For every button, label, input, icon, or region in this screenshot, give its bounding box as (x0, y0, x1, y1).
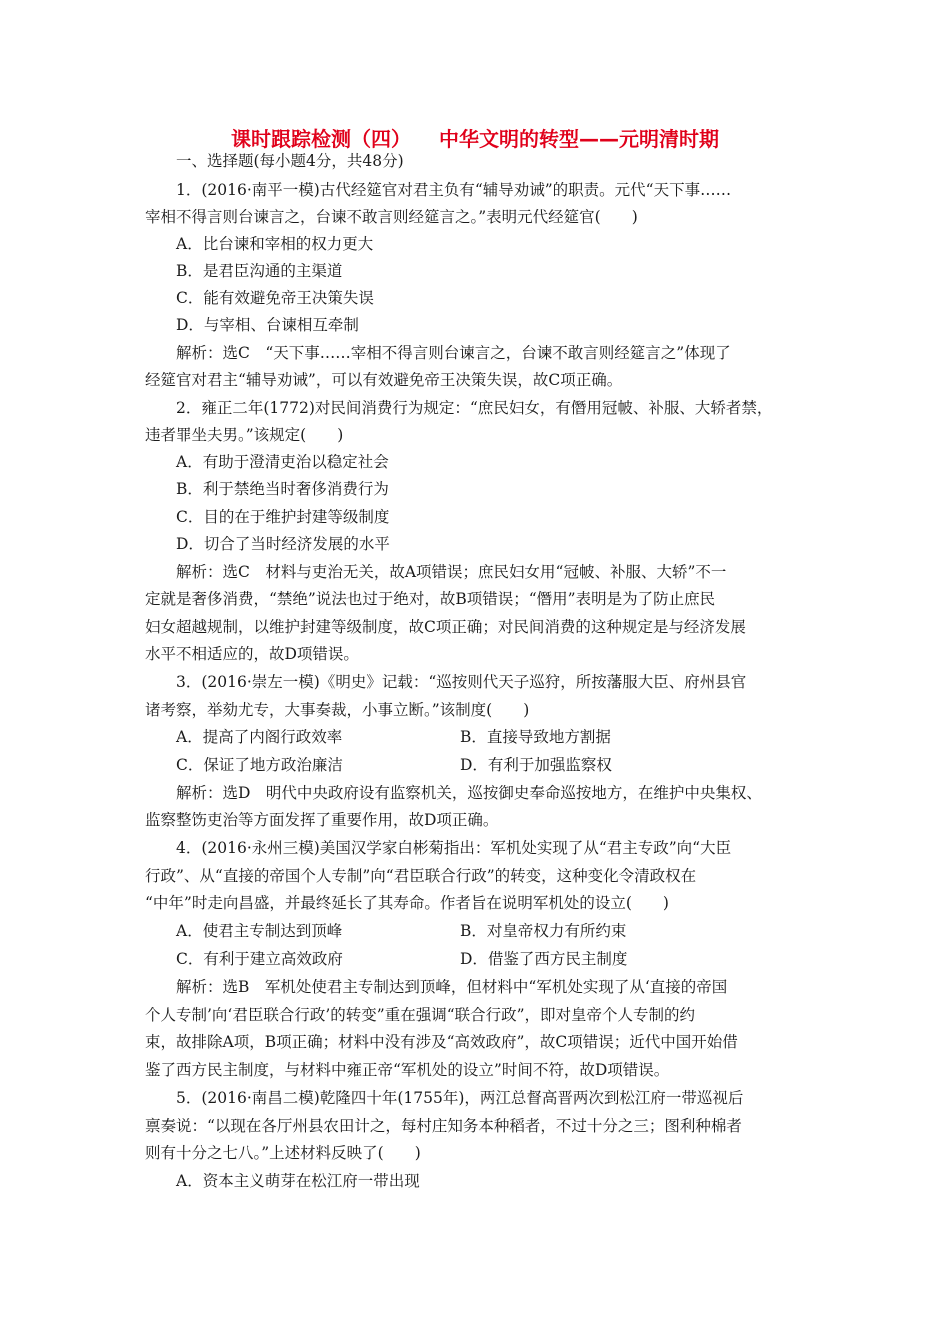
title-left: 课时跟踪检测（四） (231, 127, 411, 151)
text-line: 定就是奢侈消费，“禁绝”说法也过于绝对，故B项错误；“僭用”表明是为了防止庶民 (145, 590, 716, 608)
text-line: C．有利于建立高效政府 (176, 950, 343, 968)
text-line: “中年”时走向昌盛，并最终延长了其寿命。作者旨在说明军机处的设立( ) (145, 894, 669, 912)
text-line: 2．雍正二年(1772)对民间消费行为规定：“庶民妇女，有僭用冠帔、补服、大轿者禁， (176, 399, 773, 417)
text-line: A．有助于澄清吏治以稳定社会 (176, 453, 389, 471)
text-line: C．目的在于维护封建等级制度 (176, 508, 390, 526)
text-line: C．能有效避免帝王决策失误 (176, 289, 374, 307)
text-line: A．比台谏和宰相的权力更大 (176, 235, 374, 253)
text-line: D．与宰相、台谏相互牵制 (176, 316, 359, 334)
text-line: 妇女超越规制，以维护封建等级制度，故C项正确；对民间消费的这种规定是与经济发展 (145, 618, 746, 636)
option-right: D．借鉴了西方民主制度 (460, 950, 628, 968)
text-line: 经筵官对君主“辅导劝诫”，可以有效避免帝王决策失误，故C项正确。 (145, 371, 623, 389)
text-line: 宰相不得言则台谏言之，台谏不敢言则经筵言之。”表明元代经筵官( ) (145, 208, 638, 226)
text-line: 违者罪坐夫男。”该规定( ) (145, 426, 344, 444)
text-line: 禀奏说：“以现在各厅州县农田计之，每村庄知务本种稻者，不过十分之三；图利种棉者 (145, 1117, 742, 1135)
text-line: A．提高了内阁行政效率 (176, 728, 343, 746)
page-title (0, 123, 950, 152)
text-line: 4．(2016·永州三模)美国汉学家白彬菊指出：军机处实现了从“君主专政”向“大臣 (176, 839, 732, 857)
title-right: 中华文明的转型——元明清时期 (439, 127, 719, 151)
text-line: 一、选择题(每小题4分，共48分) (176, 152, 404, 170)
text-line: B．利于禁绝当时奢侈消费行为 (176, 480, 389, 498)
text-line: 解析：选B 军机处使君主专制达到顶峰，但材料中“军机处实现了从‘直接的帝国 (176, 978, 728, 996)
text-line: 5．(2016·南昌二模)乾隆四十年(1755年)，两江总督高晋两次到松江府一带巡视后 (176, 1089, 744, 1107)
text-line: B．是君臣沟通的主渠道 (176, 262, 343, 280)
text-line: 1．(2016·南平一模)古代经筵官对君主负有“辅导劝诫”的职责。元代“天下事…… (176, 181, 732, 199)
text-line: C．保证了地方政治廉洁 (176, 756, 343, 774)
text-line: 则有十分之七八。”上述材料反映了( ) (145, 1144, 421, 1162)
text-line: 束，故排除A项，B项正确；材料中没有涉及“高效政府”，故C项错误；近代中国开始借 (145, 1033, 738, 1051)
option-right: B．直接导致地方割据 (460, 728, 611, 746)
option-right: D．有利于加强监察权 (460, 756, 612, 774)
text-line: 个人专制’向‘君臣联合行政’的转变”重在强调“联合行政”，即对皇帝个人专制的约 (145, 1006, 696, 1024)
text-line: A．使君主专制达到顶峰 (176, 922, 343, 940)
text-line: 3．(2016·崇左一模)《明史》记载：“巡按则代天子巡狩，所按藩服大臣、府州县官 (176, 673, 747, 691)
text-line: 解析：选D 明代中央政府设有监察机关，巡按御史奉命巡按地方，在维护中央集权、 (176, 784, 762, 802)
text-line: A．资本主义萌芽在松江府一带出现 (176, 1172, 420, 1190)
text-line: 水平不相适应的，故D项错误。 (145, 645, 359, 663)
text-line: 解析：选C “天下事……宰相不得言则台谏言之，台谏不敢言则经筵言之”体现了 (176, 344, 731, 362)
text-line: 监察整饬吏治等方面发挥了重要作用，故D项正确。 (145, 811, 499, 829)
option-right: B．对皇帝权力有所约束 (460, 922, 627, 940)
text-line: 解析：选C 材料与吏治无关，故A项错误；庶民妇女用“冠帔、补服、大轿”不一 (176, 563, 727, 581)
text-line: 诸考察，举劾尤专，大事奏裁，小事立断。”该制度( ) (145, 701, 530, 719)
text-line: 行政”、从“直接的帝国个人专制”向“君臣联合行政”的转变，这种变化令清政权在 (145, 867, 697, 885)
text-line: 鉴了西方民主制度，与材料中雍正帝“军机处的设立”时间不符，故D项错误。 (145, 1061, 670, 1079)
text-line: D．切合了当时经济发展的水平 (176, 535, 390, 553)
